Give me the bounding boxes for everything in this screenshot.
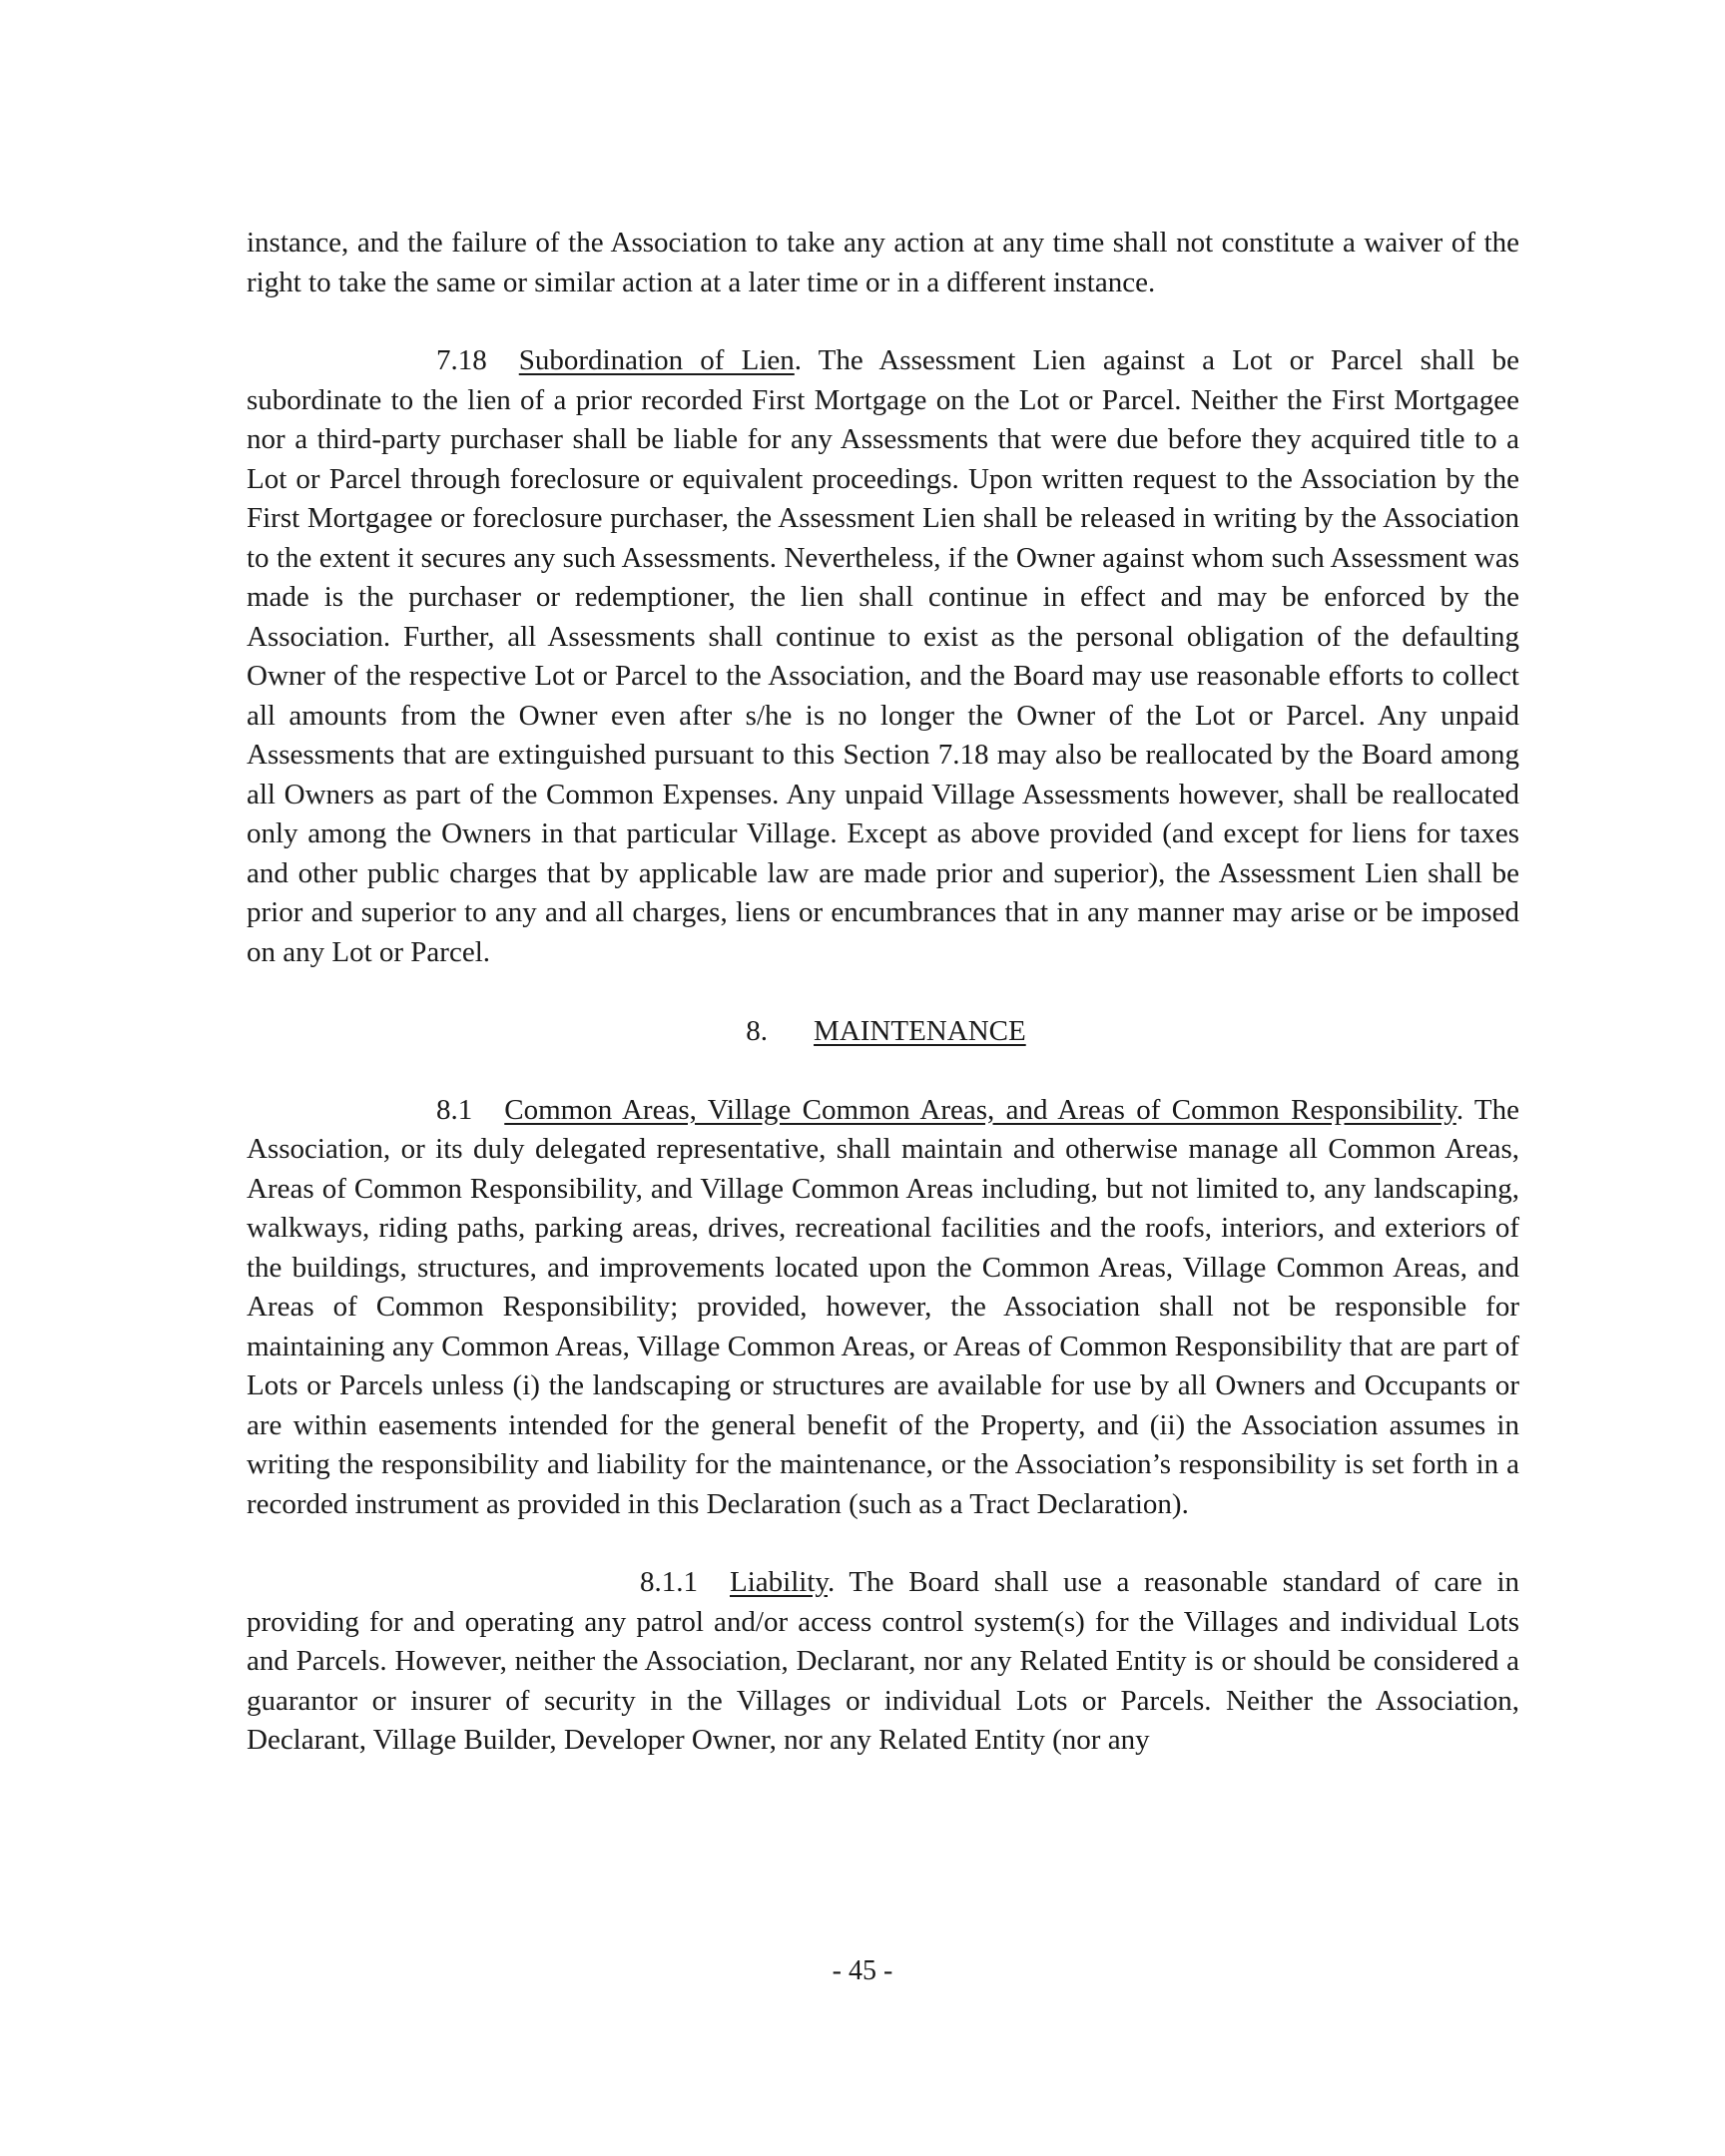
section-8-heading bbox=[247, 1012, 1519, 1052]
section-7-18-title: Subordination of Lien bbox=[518, 344, 795, 376]
section-8-1-body: . The Association, or its duly delegated representative, shall maintain and otherwise manage all Common Areas, Areas of Common Responsibility, and Village Common Areas including, but not limited to, any landscaping, walkways, riding paths, parking areas, drives, recreational facilities and the roofs, interiors, and exteriors of the buildings, structures, and improvements located upon the Common Areas, Village Common Areas, and Areas of Common Responsibility; provided, however, the Association shall not be responsible for maintaining any Common Areas, Village Common Areas, or Areas of Common Responsibility that are part of Lots or Parcels unless (i) the landscaping or structures are available for use by all Owners and Occupants or are within easements intended for the general benefit of the Property, and (ii) the Association assumes in writing the responsibility and liability for the maintenance, or the Association’s responsibility is set forth in a recorded instrument as provided in this Declaration (such as a Tract Declaration). bbox=[247, 1093, 1519, 1520]
document-body bbox=[247, 224, 1519, 1761]
section-8-1-number: 8.1 bbox=[436, 1093, 473, 1126]
section-8-1-title: Common Areas, Village Common Areas, and Areas of Common Responsibility bbox=[504, 1093, 1456, 1126]
section-7-18 bbox=[247, 341, 1519, 972]
section-8-1-1 bbox=[247, 1563, 1519, 1761]
section-7-18-body: . The Assessment Lien against a Lot or Parcel shall be subordinate to the lien of a prior recorded First Mortgage on the Lot or Parcel. Neither the First Mortgagee nor a third-party purchaser shall be liable for any Assessments that were due before they acquired title to a Lot or Parcel through foreclosure or equivalent proceedings. Upon written request to the Association by the First Mortgagee or foreclosure purchaser, the Assessment Lien shall be released in writing by the Association to the extent it secures any such Assessments. Nevertheless, if the Owner against whom such Assessment was made is the purchaser or redemptioner, the lien shall continue in effect and may be enforced by the Association. Further, all Assessments shall continue to exist as the personal obligation of the defaulting Owner of the respective Lot or Parcel to the Association, and the Board may use reasonable efforts to collect all amounts from the Owner even after s/he is no longer the Owner of the Lot or Parcel. Any unpaid Assessments that are extinguished pursuant to this Section 7.18 may also be reallocated by the Board among all Owners as part of the Common Expenses. Any unpaid Village Assessments however, shall be reallocated only among the Owners in that particular Village. Except as above provided (and except for liens for taxes and other public charges that by applicable law are made prior and superior), the Assessment Lien shall be prior and superior to any and all charges, liens or encumbrances that in any manner may arise or be imposed on any Lot or Parcel. bbox=[247, 344, 1519, 968]
section-8-title: MAINTENANCE bbox=[814, 1015, 1026, 1047]
paragraph-continuation bbox=[247, 224, 1519, 302]
section-8-1-1-number: 8.1.1 bbox=[640, 1566, 698, 1598]
section-7-18-number: 7.18 bbox=[436, 344, 487, 376]
page-number: - 45 - bbox=[832, 1955, 893, 1986]
section-8-number: 8. bbox=[746, 1015, 769, 1047]
section-8-1-1-body: . The Board shall use a reasonable standard of care in providing for and operating any patrol and/or access control system(s) for the Villages and individual Lots and Parcels. However, neither the Association, Declarant, nor any Related Entity is or should be considered a guarantor or insurer of security in the Villages or individual Lots or Parcels. Neither the Association, Declarant, Village Builder, Developer Owner, nor any Related Entity (nor any bbox=[247, 1566, 1519, 1756]
paragraph-continuation-text: instance, and the failure of the Association to take any action at any time shall not constitute a waiver of the right to take the same or similar action at a later time or in a different instance. bbox=[247, 227, 1519, 298]
section-8-1 bbox=[247, 1091, 1519, 1525]
section-8-1-1-title: Liability bbox=[730, 1566, 828, 1598]
